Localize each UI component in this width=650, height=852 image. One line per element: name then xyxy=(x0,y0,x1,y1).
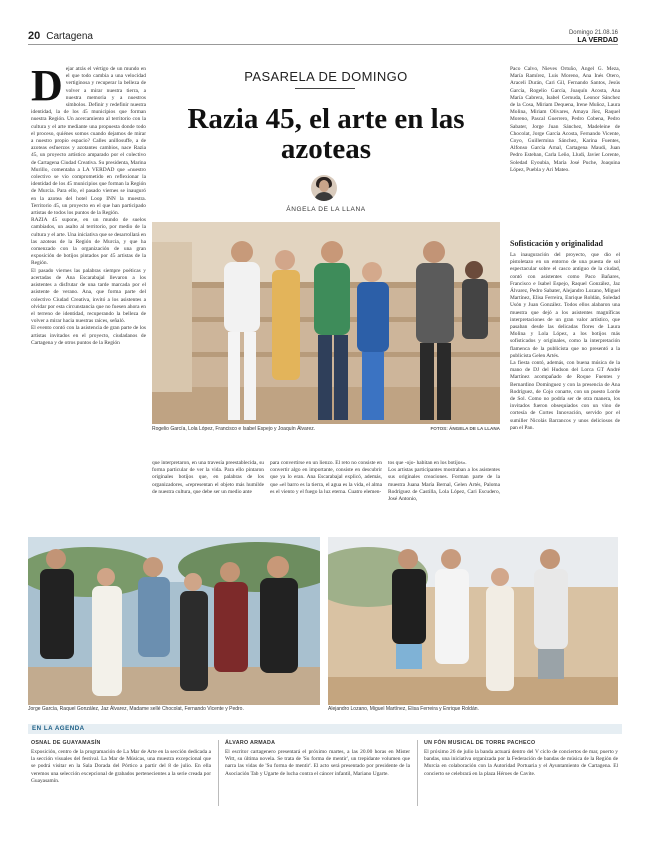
agenda-item xyxy=(424,740,618,809)
main-photo-credit: FOTOS: ÁNGELA DE LA LLANA xyxy=(430,426,500,431)
article-kicker: PASARELA DE DOMINGO xyxy=(244,69,408,84)
page-number: 20 xyxy=(28,30,41,42)
article-column-right-top-text: Paco Calvo, Nieves Ortuño, Ángel G. Meza, María Ramírez, Luis Moreno, Ana Inés Otero, Araceli Durán, Cari Gil, Fernando Santos, Jesús García, Rogelio García, Joaquín Acosta, Ana María Cabrera, Isabel Cernuda, Leonor Sánchez de la Cosa, Miriam Dequena, Irene Muñoz, Laura Molina, Miriam Olivares, Amaya Jíez, Raquel Moreno, Pascal Guerrero, Pedro Cobena, Pedro Sabater, Jorge Juan Sánchez, Madeleine de Chocolat, Jorge García Acosta, Fernando Vicente, Coyo, Guillermina Sánchez, Karina Fuentes, Alfonso García Arnal, Cartagena Maudi, Juan Pedro Esteban, Carla Leño, Lludi, Javier Lorente, Soledad Eyoubia, María José Puche, Joaquina López, Puebla y Ari Mateo. xyxy=(510,66,620,173)
article-column-mid-3-text: tos que -ojo- habitan en los botijos». Los artistas participantes mostraban a los asistentes sus originales creaciones. Forman parte de la muestra Juana María Bernal, Gelen Artés, Paloma Rodríguez de Castilla, Lola López, Cari Escudero, José Antonio, xyxy=(388,460,500,503)
bottom-left-photo xyxy=(28,537,320,705)
article-column-right-bottom-text: La inauguración del proyecto, que dio el pistoletazo en un entorno de una puesta de sol espectacular sobre el casco antiguo de la ciudad, contó con asistentes como Paco Bañares, Francisco e Isabel Espejo, Raquel González, Jaz Álvarez, Pedro Sabater, Alejandro Lozano, Miguel Martínez, Elisa Ferreira, Enrique Roldán, Soledad Usón y Juan González. Todos ellos alabaron una muestra que dejó a los asistentes magníficas interpretaciones de un gran valor artístico, que pasaban desde las delicadas flores de Laura Molina y Lola López, a los botijos más sofisticados y originales, como la interpretación flamenca de la publicista que no presentó a la publicista Gelen Artés. La fiesta contó, además, con buena música de la mano de DJ del Hudson del Lorca GT André Martínez acompañado de Roque Fuentes y Bernardino Domínguez y con la presencia de Ana Rodríguez, de Cojo conarte, con un puesto Lorde de Sol. Como no podría ser de otra manera, los invitados fueron obsequiados con un vino de cortesía de Cortes Innovación, servido por el sumiller Nicolás Barrancos y unos deliciosos de pan el Pan. xyxy=(510,252,620,431)
article-column-right-top xyxy=(510,66,620,236)
bottom-left-photo-image xyxy=(28,537,320,705)
article-column-mid-3 xyxy=(388,460,500,532)
article-column-1 xyxy=(31,66,146,456)
agenda-section-label: EN LA AGENDA xyxy=(28,724,622,734)
article-column-mid-2-text: para convertirse en un lienzo. El reto no consiste en convertir algo en importante, consiste en descubrir que ya lo eran. Ana Escarabajal explicó, además, que «el barro es la tierra, el agua es la vida, el alma es el viento y el fuego la luz eterna. Cuatro elemen- xyxy=(270,460,382,495)
publication-name: LA VERDAD xyxy=(577,37,618,44)
bottom-left-photo-caption: Jorge García, Raquel González, Jaz Álvarez, Madame sellé Chocolat, Fernando Vicente y Pedro. xyxy=(28,706,244,712)
kicker-underline xyxy=(295,88,355,89)
article-byline: ÁNGELA DE LA LLANA xyxy=(286,206,366,213)
bottom-right-photo-image xyxy=(328,537,618,705)
drop-cap: D xyxy=(31,66,63,110)
article-column-mid-1 xyxy=(152,460,264,532)
bottom-right-photo-caption: Alejandro Lozano, Miguel Martínez, Elisa Ferreira y Enrique Roldán. xyxy=(328,706,479,712)
issue-date: Domingo 21.08.16 xyxy=(568,30,618,36)
agenda-divider xyxy=(417,740,418,806)
article-column-mid-2 xyxy=(270,460,382,532)
main-photo-caption: Rogelio García, Lola López, Francisco e Isabel Espejo y Joaquín Álvarez. xyxy=(152,426,316,432)
agenda-item-text: El escritor cartagenero presentará el próximo martes, a las 20.00 horas en Mister Witt, su última novela. Se trata de 'Su forma de mentir', un trepidante volumen que narra las vidas de 'Su forma de mentir'. El acto será presentado por presidente de la Asociación Tab y Ugarte de lucha contra el cáncer infantil, Mariano Ugarte. xyxy=(225,749,410,777)
agenda-item-title: UN FÓN MUSICAL DE TORRE PACHECO xyxy=(424,740,536,746)
agenda-item xyxy=(225,740,410,809)
bottom-right-photo xyxy=(328,537,618,705)
section-name: Cartagena xyxy=(46,31,93,42)
article-headline: Razia 45, el arte en las azoteas xyxy=(187,103,465,165)
agenda-item-text: Exposición, centro de la programación de La Mar de Arte en la sección dedicada a la sección visuales del festival. La Mar de Músicas, una muestra excepcional que se podrá visitar en la Sala Dorada del Pórtico a partir del 8 de julio. En ella veremos una selección excepcional de grabados pertenecientes a la serie creada por Guayasamín. xyxy=(31,749,211,784)
page-header-left xyxy=(28,30,93,42)
article-column-mid-1-text: que interpretaron, en una travesía preestablecida, su forma particular de ver la vida. Para ello pintaron originales botijos que, en palabras de los organizadores, «representan el objeto más humilde de nuestra cultura, que debe ser un medio ante xyxy=(152,460,264,495)
article-column-1-text: ejar atrás el vértigo de un mundo en el que todo cambia a una velocidad vertiginosa y recuperar la belleza de volver a mirar nuestra tierra, a nuestra memoria y a nuestros símbolos. Definir y redefinir nuestra identidad, la de los 45 municipios que forman nuestra Región. Un acercamiento al territorio con la cultura y el arte mediante una propuesta donde todo el proceso, quiénes somos cuando dejamos de mirar a nuestro propio espacio? Calles anillosuffe, a de azoteas esfuerzos y azotantes cambios, nace Razia 45, un proyecto artístico amparado por el colectivo de Cartagena Ciudad Creativa. Su presidenta, Marina Murillo, comentaba a LA VERDAD que «nuestro colectivo se vio comprometido en reflexionar la identidad de los 45 municipios que forman la Región de Murcia. Para ello, el pasado viernes se inauguró en la azotea del hotel Loop INN la muestra. Territorio 45, un proyecto en el que han participado artistas de todos los puntos de la Región. RAZIA 45 supone, en un mundo de suelos cambiados, un asalto al territorio, por medio de la cultura y el arte. Una iniciativa que se desarrollará en las azoteas de la Región de Murcia, y que ha comenzado con la organización de una gran exposición de botijos pintados por 45 artistas de la Región. El pasado viernes las palabras siempre poéticas y acertadas de Ana Escarabajal llevaron a los asistentes a disfrutar de una tarde marcada por el asistente de verano. Ana, que forma parte del colectivo Ciudad Creativa, invitó a los asistentes a olvidar por esta circunstancia que no fuesen ahora en el terreno de identidad, recuperando la belleza de volver a mirar hacia nuestras raíces, señaló. El evento contó con la asistencia de gran parte de los artistas invitados en el proyecto, ciudadanos de Cartagena y de otros puntos de la Región xyxy=(31,66,146,346)
author-avatar xyxy=(311,175,337,201)
agenda-divider xyxy=(218,740,219,806)
article-column-right-bottom xyxy=(510,252,620,552)
agenda-item-text: El próximo 26 de julio la banda actuará dentro del V ciclo de conciertos de mar, puerto y bandas, una iniciativa organizada por la Federación de bandas de música de la Región de Murcia en colaboración con la Autoridad Portuaria y el Ayuntamiento de Cartagena. El concierto se celebrará en la plaza Héroes de Cavite. xyxy=(424,749,618,777)
header-rule xyxy=(28,44,618,45)
main-photo-image xyxy=(152,222,500,424)
agenda-item-title: OSNAL DE GUAYAMASÍN xyxy=(31,740,101,746)
agenda-item-title: ÁLVARO ARMADA xyxy=(225,740,276,746)
agenda-item xyxy=(31,740,211,809)
article-subhead: Sofisticación y originalidad xyxy=(510,239,603,248)
page-header-right xyxy=(569,30,618,44)
main-photo xyxy=(152,222,500,424)
